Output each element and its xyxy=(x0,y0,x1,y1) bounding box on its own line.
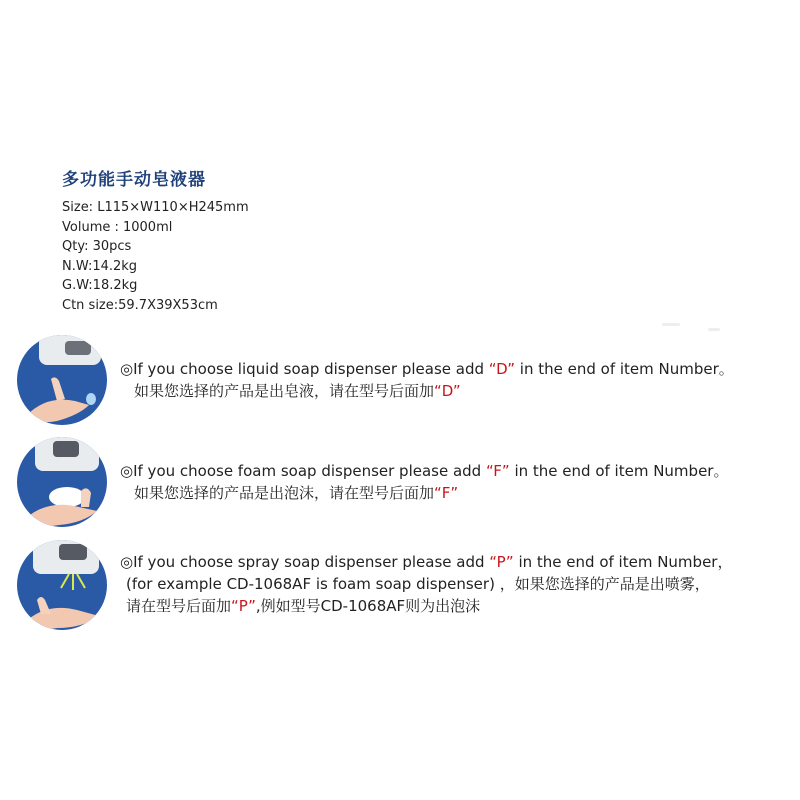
option-foam xyxy=(120,460,728,504)
hand-under-dispenser-icon xyxy=(17,335,107,425)
option-text: in the end of item Number。 xyxy=(509,462,729,480)
option-text: ◎If you choose spray soap dispenser please add xyxy=(120,553,490,571)
spec-volume: Volume : 1000ml xyxy=(62,219,173,235)
option-text-zh: 如果您选择的产品是出皂液，请在型号后面加 xyxy=(134,382,435,400)
spec-list xyxy=(62,198,249,315)
option-code: “F” xyxy=(485,462,510,480)
option-text-zh: ,例如型号CD-1068AF则为出泡沫 xyxy=(255,597,481,615)
option-foam-zh xyxy=(120,482,728,504)
spec-carton-size: Ctn size:59.7X39X53cm xyxy=(62,297,218,313)
option-text: ◎If you choose foam soap dispenser please add xyxy=(120,462,486,480)
option-code-zh: “P” xyxy=(231,597,256,615)
option-liquid xyxy=(120,358,734,402)
option-text-zh: 请在型号后面加 xyxy=(126,597,232,615)
option-text-zh: 如果您选择的产品是出泡沫，请在型号后面加 xyxy=(134,484,435,502)
spec-size: Size: L115×W110×H245mm xyxy=(62,200,249,215)
spec-net-weight: N.W:14.2kg xyxy=(62,258,138,274)
option-spray-example: (for example CD-1068AF is foam soap dispenser) ，如果您选择的产品是出喷雾， xyxy=(126,575,710,593)
option-spray-zh xyxy=(120,595,732,617)
decorative-mark xyxy=(708,328,720,331)
foam-hand-icon xyxy=(17,437,107,527)
option-spray xyxy=(120,551,732,617)
decorative-mark xyxy=(662,323,680,326)
option-liquid-en xyxy=(120,358,734,380)
option-code: “P” xyxy=(489,553,514,571)
spec-qty: Qty: 30pcs xyxy=(62,239,132,254)
spec-gross-weight: G.W:18.2kg xyxy=(62,278,138,293)
option-foam-en xyxy=(120,460,728,482)
option-text: in the end of item Number。 xyxy=(515,360,734,378)
option-code-zh: “F” xyxy=(434,484,459,502)
option-text: in the end of item Number， xyxy=(513,553,733,571)
spray-hand-icon xyxy=(17,540,107,630)
option-code-zh: “D” xyxy=(434,382,461,400)
product-title: 多功能手动皂液器 xyxy=(62,170,206,190)
option-code: “D” xyxy=(488,360,516,378)
option-liquid-zh xyxy=(120,380,734,402)
option-spray-en xyxy=(120,551,732,573)
option-text: ◎If you choose liquid soap dispenser please add xyxy=(120,360,489,378)
